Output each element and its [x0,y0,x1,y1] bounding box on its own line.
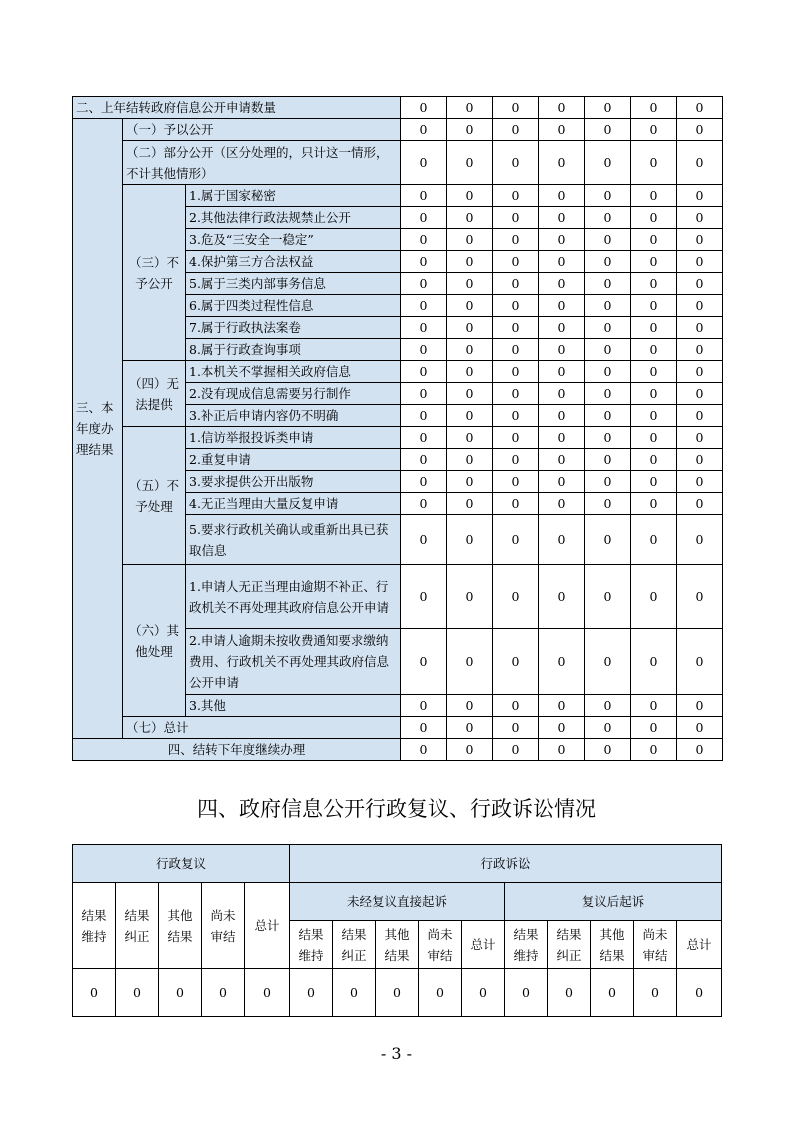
value-cell: 0 [631,427,677,449]
header-text: 纠正 [341,947,367,963]
review-col-header [245,883,290,969]
value-cell: 0 [631,141,677,185]
value-cell: 0 [493,141,539,185]
header-text: 结果 [81,907,107,923]
value-cell: 0 [493,185,539,207]
value-cell: 0 [677,207,723,229]
value-cell: 0 [376,969,419,1017]
value-cell: 0 [677,427,723,449]
value-cell: 0 [447,361,493,383]
value-cell: 0 [591,969,634,1017]
value-cell: 0 [245,969,290,1017]
header-text: 结果 [513,926,539,942]
value-cell: 0 [401,427,447,449]
litigation-col-header [677,921,722,969]
header-text: 尚未 [642,926,668,942]
item-label: 1.属于国家秘密 [186,185,401,207]
item-label: 3.补正后申请内容仍不明确 [186,405,401,427]
value-cell: 0 [401,273,447,295]
table-row [73,427,723,449]
value-cell: 0 [585,471,631,493]
value-cell: 0 [634,969,677,1017]
value-cell: 0 [631,361,677,383]
value-cell: 0 [447,565,493,629]
value-cell: 0 [401,295,447,317]
value-cell: 0 [401,383,447,405]
value-cell: 0 [585,493,631,515]
value-cell: 0 [585,141,631,185]
header-text: 结果 [298,926,324,942]
value-cell: 0 [333,969,376,1017]
header-text: 总计 [254,918,280,933]
review-col-header [202,883,245,969]
value-cell: 0 [585,515,631,565]
value-cell: 0 [73,969,116,1017]
value-cell: 0 [493,251,539,273]
litigation-header: 行政诉讼 [290,845,722,883]
header-text: 尚未 [210,907,236,923]
value-cell: 0 [631,339,677,361]
value-cell: 0 [493,565,539,629]
value-cell: 0 [447,273,493,295]
value-cell: 0 [585,339,631,361]
results-group-label: 三、本年度办理结果 [73,119,123,739]
value-cell: 0 [401,405,447,427]
value-cell: 0 [585,295,631,317]
litigation-col-header [505,921,548,969]
value-cell: 0 [677,339,723,361]
value-cell: 0 [677,717,723,739]
table-row [73,717,723,739]
value-cell: 0 [447,717,493,739]
value-cell: 0 [493,229,539,251]
value-cell: 0 [677,739,723,761]
value-cell: 0 [447,405,493,427]
value-cell: 0 [493,295,539,317]
item-label: 5.要求行政机关确认或重新出具已获取信息 [186,515,401,565]
value-cell: 0 [447,97,493,119]
table-row [73,361,723,383]
value-cell: 0 [493,493,539,515]
value-cell: 0 [631,317,677,339]
value-cell: 0 [631,493,677,515]
value-cell: 0 [631,295,677,317]
value-cell: 0 [585,361,631,383]
item-label: 8.属于行政查询事项 [186,339,401,361]
header-text: 总计 [470,937,496,952]
value-cell: 0 [447,471,493,493]
value-cell: 0 [539,295,585,317]
item-label: 4.保护第三方合法权益 [186,251,401,273]
value-cell: 0 [401,185,447,207]
value-cell: 0 [585,405,631,427]
value-cell: 0 [447,427,493,449]
item-label: 3.要求提供公开出版物 [186,471,401,493]
value-cell: 0 [493,717,539,739]
value-cell: 0 [585,273,631,295]
value-cell: 0 [493,273,539,295]
value-cell: 0 [539,97,585,119]
value-cell: 0 [401,361,447,383]
value-cell: 0 [677,449,723,471]
item-label: 1.申请人无正当理由逾期不补正、行政机关不再处理其政府信息公开申请 [186,565,401,629]
header-text: 其他 [167,907,193,923]
item-label: 1.本机关不掌握相关政府信息 [186,361,401,383]
unable-category: （四）无法提供 [123,361,186,427]
value-cell: 0 [585,229,631,251]
row-carry-label: 二、上年结转政府信息公开申请数量 [73,97,401,119]
header-text: 维持 [81,928,107,944]
value-cell: 0 [493,405,539,427]
value-cell: 0 [447,317,493,339]
value-cell: 0 [631,229,677,251]
value-cell: 0 [539,383,585,405]
table-row [73,969,722,1017]
value-cell: 0 [447,207,493,229]
value-cell: 0 [539,229,585,251]
value-cell: 0 [631,739,677,761]
value-cell: 0 [447,229,493,251]
value-cell: 0 [585,97,631,119]
value-cell: 0 [548,969,591,1017]
value-cell: 0 [401,515,447,565]
table-row [73,845,722,883]
value-cell: 0 [677,405,723,427]
value-cell: 0 [539,339,585,361]
value-cell: 0 [677,317,723,339]
value-cell: 0 [631,695,677,717]
header-text: 审结 [210,928,236,944]
value-cell: 0 [419,969,462,1017]
value-cell: 0 [447,185,493,207]
value-cell: 0 [401,717,447,739]
header-text: 维持 [513,947,539,963]
litigation-col-header [462,921,505,969]
review-litigation-table [72,844,722,1017]
header-text: 审结 [642,947,668,963]
value-cell: 0 [493,449,539,471]
value-cell: 0 [401,493,447,515]
value-cell: 0 [585,565,631,629]
review-col-header [73,883,116,969]
litigation-col-header [419,921,462,969]
row-open-label: （一）予以公开 [123,119,401,141]
value-cell: 0 [401,141,447,185]
value-cell: 0 [585,717,631,739]
table-row [73,565,723,629]
value-cell: 0 [539,739,585,761]
section-title: 四、政府信息公开行政复议、行政诉讼情况 [197,797,596,821]
value-cell: 0 [631,515,677,565]
header-text: 纠正 [556,947,582,963]
value-cell: 0 [631,449,677,471]
value-cell: 0 [539,119,585,141]
value-cell: 0 [585,207,631,229]
value-cell: 0 [631,207,677,229]
value-cell: 0 [677,361,723,383]
item-label: 2.重复申请 [186,449,401,471]
value-cell: 0 [585,119,631,141]
value-cell: 0 [202,969,245,1017]
value-cell: 0 [631,383,677,405]
value-cell: 0 [447,141,493,185]
value-cell: 0 [539,251,585,273]
value-cell: 0 [447,493,493,515]
table-row [73,883,722,921]
value-cell: 0 [493,361,539,383]
value-cell: 0 [585,695,631,717]
header-text: 尚未 [427,926,453,942]
value-cell: 0 [539,449,585,471]
review-col-header [116,883,159,969]
value-cell: 0 [116,969,159,1017]
value-cell: 0 [677,471,723,493]
header-text: 结果 [341,926,367,942]
value-cell: 0 [493,207,539,229]
value-cell: 0 [401,449,447,471]
value-cell: 0 [539,515,585,565]
value-cell: 0 [631,565,677,629]
item-label: 3.其他 [186,695,401,717]
litigation-col-header [548,921,591,969]
value-cell: 0 [447,515,493,565]
value-cell: 0 [493,695,539,717]
value-cell: 0 [539,185,585,207]
value-cell: 0 [493,427,539,449]
value-cell: 0 [631,119,677,141]
header-text: 纠正 [124,928,150,944]
header-text: 结果 [556,926,582,942]
value-cell: 0 [539,717,585,739]
page-number: - 3 - [380,1044,413,1063]
value-cell: 0 [447,119,493,141]
header-text: 结果 [124,907,150,923]
value-cell: 0 [462,969,505,1017]
value-cell: 0 [539,141,585,185]
value-cell: 0 [631,251,677,273]
value-cell: 0 [585,427,631,449]
value-cell: 0 [585,317,631,339]
value-cell: 0 [677,493,723,515]
header-text: 结果 [167,928,193,944]
value-cell: 0 [585,739,631,761]
value-cell: 0 [585,383,631,405]
value-cell: 0 [447,339,493,361]
header-text: 维持 [298,947,324,963]
value-cell: 0 [585,629,631,695]
value-cell: 0 [447,449,493,471]
value-cell: 0 [631,471,677,493]
value-cell: 0 [585,449,631,471]
item-label: 3.危及“三安全一稳定” [186,229,401,251]
nonopen-category: （三）不予公开 [123,185,186,361]
litigation-col-header [591,921,634,969]
table-row [73,185,723,207]
value-cell: 0 [447,383,493,405]
value-cell: 0 [539,427,585,449]
value-cell: 0 [401,317,447,339]
value-cell: 0 [631,405,677,427]
table-row [73,119,723,141]
value-cell: 0 [401,695,447,717]
table-row [73,739,723,761]
value-cell: 0 [677,251,723,273]
value-cell: 0 [159,969,202,1017]
item-label: 2.没有现成信息需要另行制作 [186,383,401,405]
row-next-label: 四、结转下年度继续办理 [73,739,401,761]
row-partial-label: （二）部分公开（区分处理的，只计这一情形，不计其他情形） [123,141,401,185]
noprocess-category: （五）不予处理 [123,427,186,565]
value-cell: 0 [631,185,677,207]
value-cell: 0 [677,969,722,1017]
value-cell: 0 [401,229,447,251]
application-results-table [72,96,723,761]
value-cell: 0 [447,695,493,717]
item-label: 1.信访举报投诉类申请 [186,427,401,449]
value-cell: 0 [539,405,585,427]
value-cell: 0 [631,273,677,295]
value-cell: 0 [677,97,723,119]
value-cell: 0 [447,251,493,273]
value-cell: 0 [539,565,585,629]
value-cell: 0 [401,565,447,629]
value-cell: 0 [539,629,585,695]
value-cell: 0 [539,207,585,229]
value-cell: 0 [505,969,548,1017]
value-cell: 0 [493,629,539,695]
value-cell: 0 [677,119,723,141]
litigation-col-header [634,921,677,969]
value-cell: 0 [401,207,447,229]
value-cell: 0 [677,295,723,317]
value-cell: 0 [677,229,723,251]
review-header: 行政复议 [73,845,290,883]
value-cell: 0 [401,339,447,361]
direct-suit-header: 未经复议直接起诉 [290,883,505,921]
value-cell: 0 [539,361,585,383]
value-cell: 0 [401,97,447,119]
value-cell: 0 [677,141,723,185]
header-text: 结果 [384,947,410,963]
item-label: 2.其他法律行政法规禁止公开 [186,207,401,229]
value-cell: 0 [677,629,723,695]
value-cell: 0 [585,251,631,273]
value-cell: 0 [539,273,585,295]
value-cell: 0 [493,317,539,339]
value-cell: 0 [493,119,539,141]
litigation-col-header [290,921,333,969]
header-text: 总计 [686,937,712,952]
item-label: 2.申请人逾期未按收费通知要求缴纳费用、行政机关不再处理其政府信息公开申请 [186,629,401,695]
litigation-col-header [333,921,376,969]
value-cell: 0 [539,317,585,339]
value-cell: 0 [677,565,723,629]
value-cell: 0 [677,515,723,565]
value-cell: 0 [585,185,631,207]
header-text: 其他 [384,926,410,942]
value-cell: 0 [493,739,539,761]
other-category: （六）其他处理 [123,565,186,717]
value-cell: 0 [401,629,447,695]
value-cell: 0 [493,471,539,493]
table-row [73,141,723,185]
value-cell: 0 [493,383,539,405]
item-label: 4.无正当理由大量反复申请 [186,493,401,515]
value-cell: 0 [539,493,585,515]
value-cell: 0 [493,515,539,565]
item-label: 7.属于行政执法案卷 [186,317,401,339]
after-review-header: 复议后起诉 [505,883,722,921]
value-cell: 0 [631,717,677,739]
value-cell: 0 [493,97,539,119]
value-cell: 0 [447,739,493,761]
value-cell: 0 [631,629,677,695]
header-text: 其他 [599,926,625,942]
value-cell: 0 [401,739,447,761]
litigation-col-header [376,921,419,969]
value-cell: 0 [677,273,723,295]
value-cell: 0 [401,471,447,493]
value-cell: 0 [631,97,677,119]
value-cell: 0 [539,695,585,717]
value-cell: 0 [677,383,723,405]
item-label: 6.属于四类过程性信息 [186,295,401,317]
value-cell: 0 [493,339,539,361]
review-col-header [159,883,202,969]
value-cell: 0 [539,471,585,493]
item-label: 5.属于三类内部事务信息 [186,273,401,295]
value-cell: 0 [677,695,723,717]
value-cell: 0 [447,629,493,695]
value-cell: 0 [290,969,333,1017]
value-cell: 0 [401,251,447,273]
row-total-label: （七）总计 [123,717,401,739]
table-row [73,97,723,119]
value-cell: 0 [401,119,447,141]
value-cell: 0 [677,185,723,207]
header-text: 审结 [427,947,453,963]
header-text: 结果 [599,947,625,963]
value-cell: 0 [447,295,493,317]
